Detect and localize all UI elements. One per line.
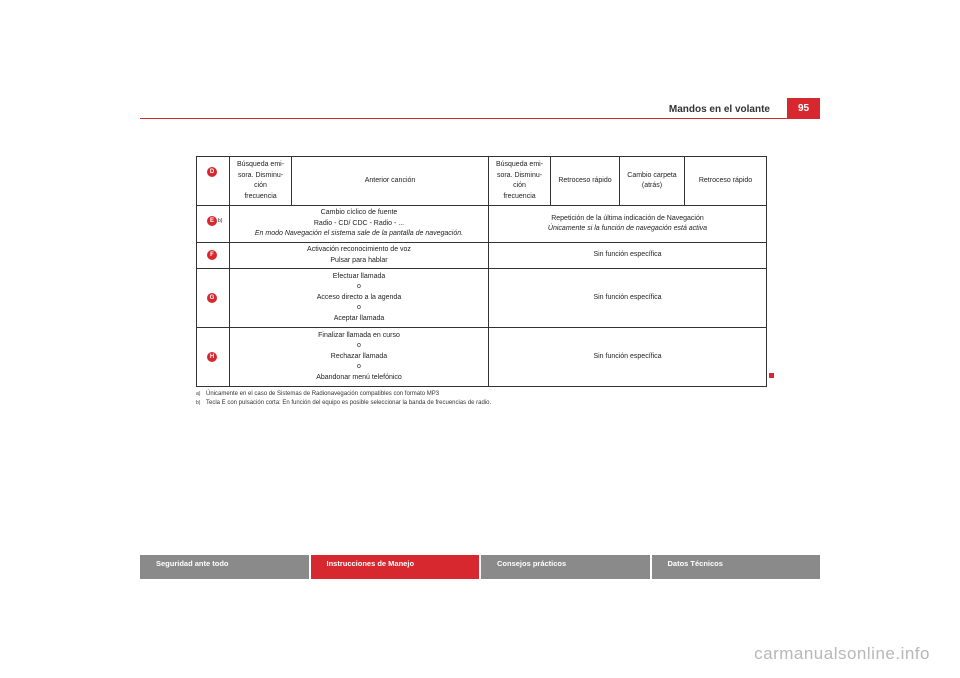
section-end-marker — [769, 373, 774, 378]
nav-repeat-text: Repetición de la última indicación de Navegación — [551, 214, 704, 222]
footnote-text: Únicamente en el caso de Sistemas de Radionavegación compatibles con formato MP3 — [206, 391, 440, 397]
footnote-b — [196, 399, 776, 408]
cell-fast-rewind: Retroceso rápido — [551, 157, 620, 206]
cell-voice-recognition: Activación reconocimiento de voz Pulsar para hablar — [230, 243, 489, 269]
table-row-f — [197, 243, 767, 269]
table-row-g — [197, 269, 767, 328]
footnote-mark: b) — [196, 400, 201, 406]
table-row-d — [197, 157, 767, 206]
cell-no-function-g: Sin función específica — [489, 269, 767, 328]
footnotes — [196, 390, 776, 408]
page-title: Mandos en el volante — [668, 104, 770, 115]
key-badge-g: G — [207, 293, 217, 303]
cell-no-function-h: Sin función específica — [489, 328, 767, 387]
footnote-mark: a) — [196, 391, 201, 397]
key-cell-h — [197, 328, 230, 387]
cell-fast-rewind-2: Retroceso rápido — [685, 157, 767, 206]
footnote-ref-b: b) — [218, 218, 223, 224]
footer-nav — [140, 555, 820, 579]
key-cell-f — [197, 243, 230, 269]
watermark: carmanualsonline.info — [754, 644, 930, 663]
footer-tab-operating-instructions[interactable]: Instrucciones de Manejo — [311, 555, 480, 579]
controls-table — [196, 156, 767, 387]
cell-previous-song: Anterior canción — [292, 157, 489, 206]
key-cell-e — [197, 206, 230, 243]
key-badge-e: E — [207, 216, 217, 226]
page-number: 95 — [787, 98, 820, 118]
footnote-a — [196, 390, 776, 399]
cell-radio-search-down-2: Búsqueda emi- sora. Disminu- ción frecuencia — [489, 157, 551, 206]
key-badge-f: F — [207, 250, 217, 260]
key-badge-d: D — [207, 167, 217, 177]
key-cell-d — [197, 157, 230, 206]
cell-nav-repeat — [489, 206, 767, 243]
source-cycle-note: En modo Navegación el sistema sale de la pantalla de navegación. — [254, 230, 464, 238]
footer-tab-safety[interactable]: Seguridad ante todo — [140, 555, 309, 579]
cell-call-actions: Efectuar llamada o Acceso directo a la agenda o Aceptar llamada — [230, 269, 489, 328]
source-cycle-text: Cambio cíclico de fuente Radio - CD/ CDC - Radio - ... — [313, 209, 405, 227]
header-divider — [140, 118, 820, 119]
table-row-e — [197, 206, 767, 243]
cell-radio-search-down: Búsqueda emi- sora. Disminu- ción frecuencia — [230, 157, 292, 206]
cell-source-cycle — [230, 206, 489, 243]
cell-folder-back: Cambio carpeta (atrás) — [620, 157, 685, 206]
nav-repeat-note: Únicamente si la función de navegación está activa — [547, 225, 708, 232]
footer-tab-practical-tips[interactable]: Consejos prácticos — [481, 555, 650, 579]
footnote-text: Tecla E con pulsación corta: En función del equipo es posible seleccionar la banda de frecuencias de radio. — [206, 400, 492, 406]
table-row-h — [197, 328, 767, 387]
cell-no-function-f: Sin función específica — [489, 243, 767, 269]
cell-end-call-actions: Finalizar llamada en curso o Rechazar llamada o Abandonar menú telefónico — [230, 328, 489, 387]
key-badge-h: H — [207, 352, 217, 362]
footer-tab-technical-data[interactable]: Datos Técnicos — [652, 555, 821, 579]
key-cell-g — [197, 269, 230, 328]
